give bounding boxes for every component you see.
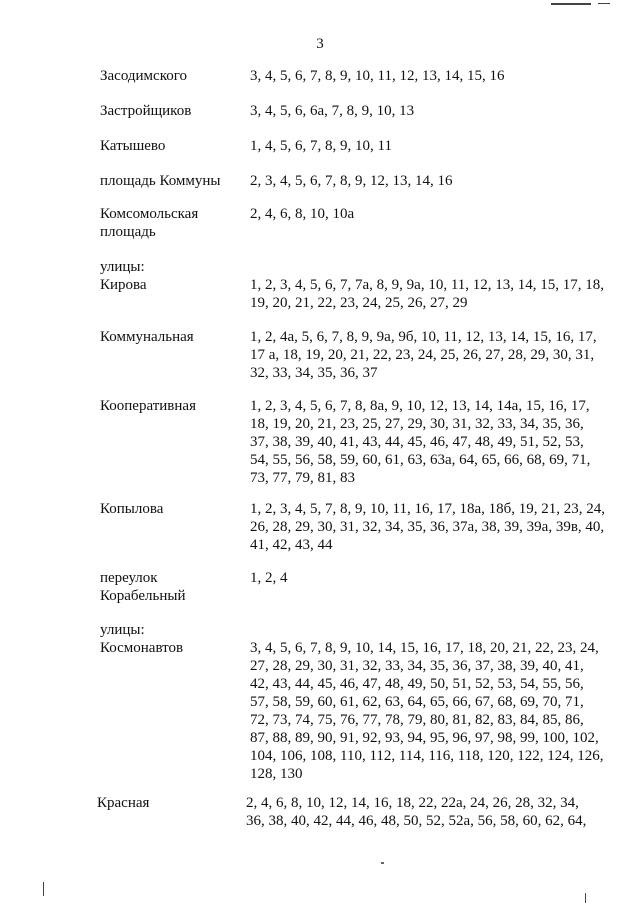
house-numbers: 1, 4, 5, 6, 7, 8, 9, 10, 11 (250, 138, 392, 154)
street-name: Комсомольская площадь (100, 206, 199, 240)
house-numbers: 2, 4, 6, 8, 10, 10а (250, 206, 355, 222)
street-name: Застройщиков (100, 103, 192, 119)
section-subheading: улицы: (100, 259, 145, 275)
street-name: Копылова (100, 501, 164, 517)
page-number: 3 (316, 36, 324, 52)
section-subheading: улицы: (100, 622, 145, 638)
street-name: Космонавтов (100, 640, 184, 656)
street-name: Коммунальная (100, 329, 194, 345)
street-name: переулок Корабельный (100, 570, 186, 604)
house-numbers: 1, 2, 3, 4, 5, 6, 7, 7а, 8, 9, 9а, 10, 11, 12, 13, 14, 15, 17, 18, 19, 20, 21, 22, 23, 24, 25, 26, 27, 29 (250, 277, 605, 311)
house-numbers: 1, 2, 3, 4, 5, 7, 8, 9, 10, 11, 16, 17, 18а, 18б, 19, 21, 23, 24, 26, 28, 29, 30, 31, 32, 34, 35, 36, 37а, 38, 39, 39а, 39в, 40, 41, 42, 43, 44 (250, 501, 605, 553)
street-name: площадь Коммуны (100, 173, 221, 189)
street-name: Кооперативная (100, 398, 196, 414)
street-name: Засодимского (100, 68, 188, 84)
street-name: Кирова (100, 277, 147, 293)
house-numbers: 3, 4, 5, 6, 6а, 7, 8, 9, 10, 13 (250, 103, 415, 119)
house-numbers: 2, 3, 4, 5, 6, 7, 8, 9, 12, 13, 14, 16 (250, 173, 453, 189)
house-numbers: 3, 4, 5, 6, 7, 8, 9, 10, 11, 12, 13, 14, 15, 16 (250, 68, 505, 84)
street-name: Катышево (100, 138, 166, 154)
scan-artifact-line (551, 3, 591, 5)
house-numbers: 1, 2, 4 (250, 570, 288, 586)
street-name: Красная (97, 795, 150, 811)
scan-artifact-line (598, 3, 610, 4)
house-numbers: 1, 2, 4а, 5, 6, 7, 8, 9, 9а, 9б, 10, 11, 12, 13, 14, 15, 16, 17, 17 а, 18, 19, 20, 21, 22, 23, 24, 25, 26, 27, 28, 29, 30, 31, 32, 33, 34, 35, 36, 37 (250, 329, 597, 381)
street-label-block (100, 621, 240, 657)
scan-artifact-line (585, 893, 586, 903)
scan-artifact-line (43, 882, 44, 896)
house-numbers: 1, 2, 3, 4, 5, 6, 7, 8, 8а, 9, 10, 12, 13, 14, 14а, 15, 16, 17, 18, 19, 20, 21, 23, 25, 27, 29, 30, 31, 32, 33, 34, 35, 36, 37, 38, 39, 40, 41, 43, 44, 45, 46, 47, 48, 49, 51, 52, 53, 54, 55, 56, 58, 59, 60, 61, 63, 63а, 64, 65, 66, 68, 69, 71, 73, 77, 79, 81, 83 (250, 398, 591, 486)
house-numbers: 2, 4, 6, 8, 10, 12, 14, 16, 18, 22, 22а, 24, 26, 28, 32, 34, 36, 38, 40, 42, 44, 46, 48, 50, 52, 52а, 56, 58, 60, 62, 64, (246, 795, 587, 829)
street-label-block (100, 258, 240, 294)
scan-artifact-dot (381, 862, 384, 864)
house-numbers: 3, 4, 5, 6, 7, 8, 9, 10, 14, 15, 16, 17, 18, 20, 21, 22, 23, 24, 27, 28, 29, 30, 31, 32, 33, 34, 35, 36, 37, 38, 39, 40, 41, 42, 43, 44, 45, 46, 47, 48, 49, 50, 51, 52, 53, 54, 55, 56, 57, 58, 59, 60, 61, 62, 63, 64, 65, 66, 67, 68, 69, 70, 71, 72, 73, 74, 75, 76, 77, 78, 79, 80, 81, 82, 83, 84, 85, 86, 87, 88, 89, 90, 91, 92, 93, 94, 95, 96, 97, 98, 99, 100, 102, 104, 106, 108, 110, 112, 114, 116, 118, 120, 122, 124, 126, 128, 130 (250, 640, 604, 782)
